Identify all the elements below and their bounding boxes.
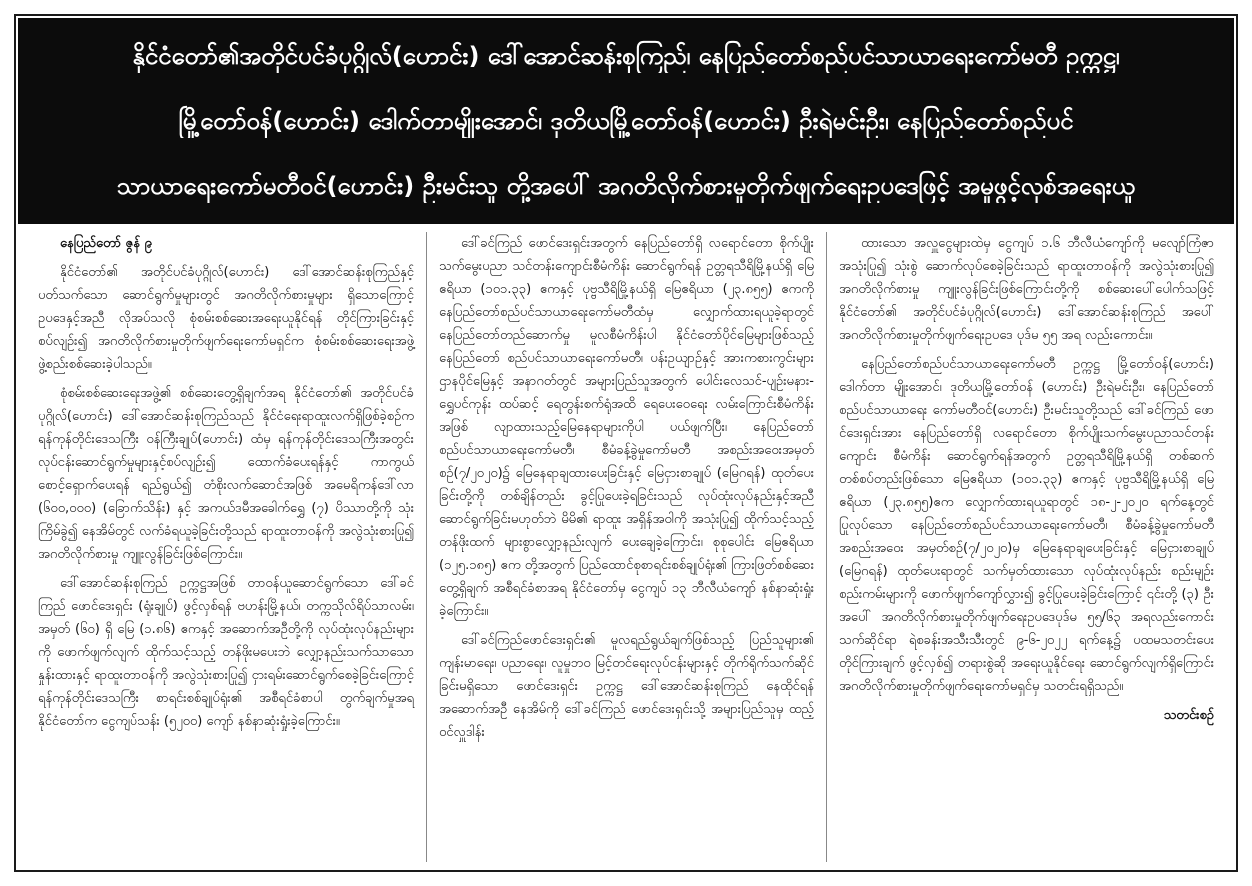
column-2: [426, 232, 826, 862]
paragraph: ထားသော အလှူငွေများထဲမှ ငွေကျပ် ၁.၆ ဘီလီယံကျော်ကို မလျော်ကြံဇာ အသုံးပြု၍ သုံးစွဲ ဆောက်လုပ်စေခဲ့ခြင်းသည် ရာထူးတာဝန်ကို အလွဲသုံးစားပြု၍ အဂတိလိုက်စားမှု ကျူးလွန်ခြင်းဖြစ်ကြောင်းတို့ကို စစ်ဆေးပေါ်ပေါက်သဖြင့် နိုင်ငံတော်၏ အတိုင်ပင်ခံပုဂ္ဂိုလ်(ဟောင်း) ဒေါ်အောင်ဆန်းစုကြည် အပေါ် အဂတိလိုက်စားမှုတိုက်ဖျက်ရေးဥပဒေ ပုဒ်မ ၅၅ အရ လည်းကောင်း။: [839, 236, 1214, 343]
headline-line-1: နိုင်ငံတော်၏အတိုင်ပင်ခံပုဂ္ဂိုလ်(ဟောင်း) ဒေါ်အောင်ဆန်းစုကြည်၊ နေပြည်တော်စည်ပင်သာယာရေးကော်မတီ ဥက္ကဋ္ဌ၊: [132, 42, 1120, 71]
column-3: [826, 232, 1226, 862]
headline-banner: [18, 18, 1234, 224]
headline-line-2: မြို့တော်ဝန်(ဟောင်း) ဒေါက်တာမျိုးအောင်၊ ဒုတိယမြို့တော်ဝန်(ဟောင်း) ဦးရဲမင်းဦး၊ နေပြည်တော်စည်ပင်: [178, 106, 1074, 135]
byline: သတင်းစဉ်: [1163, 708, 1214, 723]
headline-line-3: သာယာရေးကော်မတီဝင်(ဟောင်း) ဦးမင်းသူ တို့အပေါ် အဂတိလိုက်စားမှုတိုက်ဖျက်ရေးဥပဒေဖြင့် အမှုဖွင့်လှစ်အရေးယူ: [117, 171, 1135, 200]
paragraph: စုံစမ်းစစ်ဆေးရေးအဖွဲ့၏ စစ်ဆေးတွေ့ရှိချက်အရ နိုင်ငံတော်၏ အတိုင်ပင်ခံပုဂ္ဂိုလ်(ဟောင်း) ဒေါ်အောင်ဆန်းစုကြည်သည် နိုင်ငံရေးရာထူးလက်ရှိဖြစ်ခဲ့စဉ်က ရန်ကုန်တိုင်းဒေသကြီး ဝန်ကြီးချုပ်(ဟောင်း) ထံမှ ရန်ကုန်တိုင်းဒေသကြီးအတွင်း လုပ်ငန်းဆောင်ရွက်မှုများနှင့်စပ်လျဉ်း၍ ထောက်ခံပေးရန်နှင့် ကာကွယ်စောင့်ရှောက်ပေးရန် ရည်ရွယ်၍ တံစိုးလက်ဆောင်အဖြစ် အမေရိကန်ဒေါ်လာ (၆၀၀,၀၀၀) (ခြောက်သိန်း) နှင့် အကယ်ဒမီအခေါက်ရွှေ (၇) ပိဿာတို့ကို သုံးကြိမ်ခွဲ၍ နေအိမ်တွင် လက်ခံရယူခဲ့ခြင်းတို့သည် ရာထူးတာဝန်ကို အလွဲသုံးစားပြု၍ အဂတိလိုက်စားမှု ကျူးလွန်ခြင်းဖြစ်ကြောင်း။: [38, 386, 414, 562]
paragraph: ဒေါ်ခင်ကြည် ဖောင်ဒေးရှင်းအတွက် နေပြည်တော်ရှိ လရောင်တော စိုက်ပျိုးသက်မွေးပညာ သင်တန်းကျောင်းစီမံကိန်း ဆောင်ရွက်ရန် ဥတ္တရသီရိမြို့နယ်ရှိ မြေဧရိယာ (၁၀၁.၃၃) ဧကနှင့် ပုဗ္ဗသီရိမြို့နယ်ရှိ မြေဧရိယာ (၂၃.၈၅၅) ဧကကို နေပြည်တော်စည်ပင်သာယာရေးကော်မတီထံမှ လျှောက်ထားရယူခဲ့ရာတွင် နေပြည်တော်တည်ဆောက်မှု မူလစီမံကိန်းပါ နိုင်ငံတော်ပိုင်မြေများဖြစ်သည့် နေပြည်တော် စည်ပင်သာယာရေးကော်မတီ၊ ပန်းဥယျာဉ်နှင့် အားကစားကွင်းများ ဌာနပိုင်မြေနှင့် အနာဂတ်တွင် အများပြည်သူအတွက် ပေါင်းလေသင်-ပျဉ်းမနား-ရွှေပင်ကုန်း ထပ်ဆင့် ရေတွန်းစက်ရုံအထိ ရေပေးဝေရေး လမ်းကြောင်းစီမံကိန်းအဖြစ် လျာထားသည့်မြေနေရာများကိုပါ ပယ်ဖျက်ပြီး၊ နေပြည်တော် စည်ပင်သာယာရေးကော်မတီ၊ စီမံခန့်ခွဲမှုကော်မတီ အစည်းအဝေးအမှတ်စဉ်(၇/၂၀၂၀)၌ မြေနေရာချထားပေးခြင်းနှင့် မြေငှားစာချုပ် (မြေဂရန်) ထုတ်ပေးခြင်းတို့ကို တစ်ချိန်တည်း ခွင့်ပြုပေးခဲ့ရခြင်းသည် လုပ်ထုံးလုပ်နည်းနှင့်အညီဆောင်ရွက်ခြင်းမဟုတ်ဘဲ မိမိ၏ ရာထူး အရှိန်အဝါကို အသုံးပြု၍ ထိုက်သင့်သည့်တန်ဖိုးထက် များစွာလျှော့နည်းလျက် ပေးချေခဲ့ကြောင်း၊ စုစုပေါင်း မြေဧရိယာ (၁၂၅.၁၈၅) ဧက တို့အတွက် ပြည်ထောင်စုစာရင်းစစ်ချုပ်ရုံး၏ ကြားဖြတ်စစ်ဆေးတွေ့ရှိချက် အစီရင်ခံစာအရ နိုင်ငံတော်မှ ငွေကျပ် ၁၃ ဘီလီယံကျော် နစ်နာဆုံးရှုံးခဲ့ကြောင်း။: [439, 236, 814, 619]
paragraph: ဒေါ်ခင်ကြည်ဖောင်ဒေးရှင်း၏ မူလရည်ရွယ်ချက်ဖြစ်သည့် ပြည်သူများ၏ ကျန်းမာရေး၊ ပညာရေး၊ လူမှုဘဝ မြင့်တင်ရေးလုပ်ငန်းများနှင့် တိုက်ရိုက်သက်ဆိုင်ခြင်းမရှိသော ဖောင်ဒေးရှင်း ဥက္ကဋ္ဌ ဒေါ်အောင်ဆန်းစုကြည် နေထိုင်ရန် အဆောက်အဦ နေအိမ်ကို ဒေါ်ခင်ကြည် ဖောင်ဒေးရှင်းသို့ အများပြည်သူမှ ထည့်ဝင်လှူဒါန်း: [439, 633, 814, 740]
dateline: နေပြည်တော် ဇွန် ၉: [60, 236, 152, 251]
paragraph: နိုင်ငံတော်၏ အတိုင်ပင်ခံပုဂ္ဂိုလ်(ဟောင်း) ဒေါ်အောင်ဆန်းစုကြည်နှင့်ပတ်သက်သော ဆောင်ရွက်မှုများတွင် အဂတိလိုက်စားမှုများ ရှိသောကြောင့် ဥပဒေနှင့်အညီ လိုအပ်သလို စုံစမ်းစစ်ဆေးအရေးယူနိုင်ရန် တိုင်ကြားခြင်းနှင့်စပ်လျဉ်း၍ အဂတိလိုက်စားမှုတိုက်ဖျက်ရေးကော်မရှင်က စုံစမ်းစစ်ဆေးရေးအဖွဲ့ ဖွဲ့စည်းစစ်ဆေးခဲ့ပါသည်။: [38, 265, 414, 372]
paragraph: ဒေါ်အောင်ဆန်းစုကြည် ဥက္ကဋ္ဌအဖြစ် တာဝန်ယူဆောင်ရွက်သော ဒေါ်ခင်ကြည် ဖောင်ဒေးရှင်း (ရုံးချုပ်) ဖွင့်လှစ်ရန် ဗဟန်းမြို့နယ်၊ တက္ကသိုလ်ရိပ်သာလမ်း၊ အမှတ် (၆၀) ရှိ မြေ (၁.၈၆) ဧကနှင့် အဆောက်အဦတို့ကို လုပ်ထုံးလုပ်နည်းများကို ဖောက်ဖျက်လျက် ထိုက်သင့်သည့် တန်ဖိုးမပေးဘဲ လျှော့နည်းသက်သာသော နှုန်းထားနှင့် ရာထူးတာဝန်ကို အလွဲသုံးစားပြု၍ ငှားရမ်းဆောင်ရွက်စေခဲ့ခြင်းကြောင့် ရန်ကုန်တိုင်းဒေသကြီး စာရင်းစစ်ချုပ်ရုံး၏ အစီရင်ခံစာပါ တွက်ချက်မှုအရ နိုင်ငံတော်က ငွေကျပ်သန်း (၅၂၀၀) ကျော် နစ်နာဆုံးရှုံးခဲ့ကြောင်း။: [38, 576, 414, 729]
article-body: [26, 232, 1226, 862]
column-1: [26, 232, 426, 862]
paragraph: နေပြည်တော်စည်ပင်သာယာရေးကော်မတီ ဥက္ကဋ္ဌ မြို့တော်ဝန်(ဟောင်း) ဒေါက်တာ မျိုးအောင်၊ ဒုတိယမြို့တော်ဝန် (ဟောင်း) ဦးရဲမင်းဦး၊ နေပြည်တော်စည်ပင်သာယာရေး ကော်မတီဝင်(ဟောင်း) ဦးမင်းသူတို့သည် ဒေါ်ခင်ကြည် ဖောင်ဒေးရှင်းအား နေပြည်တော်ရှိ လရောင်တော စိုက်ပျိုးသက်မွေးပညာသင်တန်းကျောင်း စီမံကိန်း ဆောင်ရွက်ရန်အတွက် ဥတ္တရသီရိမြို့နယ်ရှိ တစ်ဆက်တစ်စပ်တည်းဖြစ်သော မြေဧရိယာ (၁၀၁.၃၃) ဧကနှင့် ပုဗ္ဗသီရိမြို့နယ်ရှိ မြေဧရိယာ (၂၃.၈၅၅)ဧက လျှောက်ထားရယူရာတွင် ၁၈-၂-၂၀၂၀ ရက်နေ့တွင် ပြုလုပ်သော နေပြည်တော်စည်ပင်သာယာရေးကော်မတီ၊ စီမံခန့်ခွဲမှုကော်မတီအစည်းအဝေး အမှတ်စဉ်(၇/၂၀၂၀)မှ မြေနေရာချပေးခြင်းနှင့် မြေငှားစာချုပ် (မြေဂရန်) ထုတ်ပေးရာတွင် သက်မှတ်ထားသော လုပ်ထုံးလုပ်နည်း စည်းမျဉ်းစည်းကမ်းများကို ဖောက်ဖျက်ကျော်လွှား၍ ခွင့်ပြုပေးခဲ့ခြင်းကြောင့် ၎င်းတို့ (၃) ဦးအပေါ် အဂတိလိုက်စားမှုတိုက်ဖျက်ရေးဥပဒေပုဒ်မ ၅၅/၆၃ အရလည်းကောင်း သက်ဆိုင်ရာ ရဲစခန်းအသီးသီးတွင် ၉-၆-၂၀၂၂ ရက်နေ့၌ ပထမသတင်းပေး တိုင်ကြားချက် ဖွင့်လှစ်၍ တရားစွဲဆို အရေးယူနိုင်ရေး ဆောင်ရွက်လျက်ရှိကြောင်း အဂတိလိုက်စားမှုတိုက်ဖျက်ရေးကော်မရှင်မှ သတင်းရရှိသည်။: [839, 357, 1214, 694]
